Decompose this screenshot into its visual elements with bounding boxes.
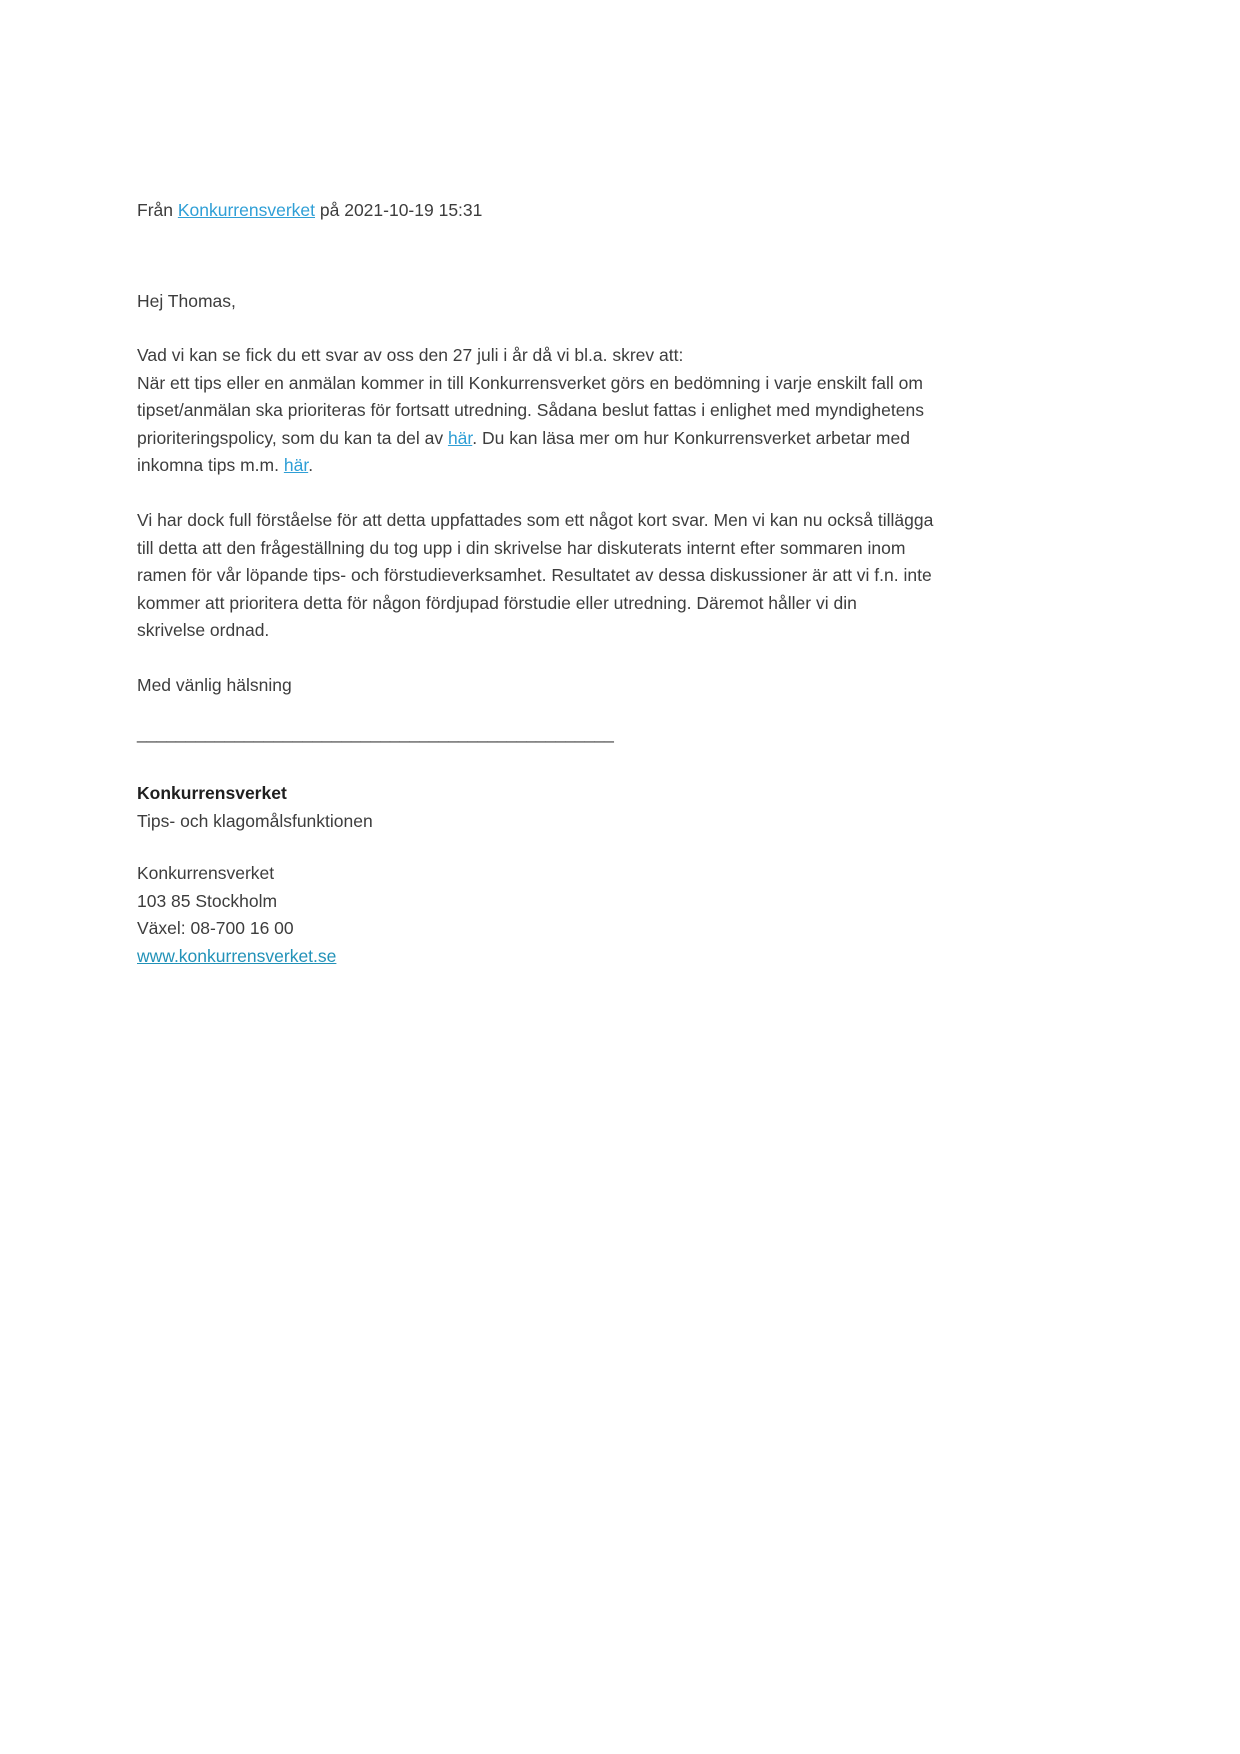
- body-text: Med vänlig hälsning: [137, 675, 292, 695]
- body-line: [137, 617, 1137, 645]
- body-text: tipset/anmälan ska prioriteras för fortsatt utredning. Sådana beslut fattas i enlighet med myndighetens: [137, 400, 924, 420]
- body-line: [137, 535, 1137, 563]
- meta-timestamp: på 2021-10-19 15:31: [315, 200, 483, 220]
- website-link[interactable]: www.konkurrensverket.se: [137, 945, 337, 966]
- body-text: . Du kan läsa mer om hur Konkurrensverket arbetar med: [472, 427, 910, 448]
- signature-address: 103 85 Stockholm: [137, 890, 278, 911]
- body-text: prioriteringspolicy, som du kan ta del av: [137, 427, 448, 448]
- sender-link[interactable]: Konkurrensverket: [177, 200, 316, 220]
- body-line: [137, 562, 1137, 590]
- body-line: [137, 425, 1137, 453]
- body-line: [137, 370, 1137, 398]
- signature-department: Tips- och klagomålsfunktionen: [137, 810, 373, 831]
- body-line: [137, 507, 1137, 535]
- meta-prefix: Från: [137, 200, 178, 220]
- body-text: När ett tips eller en anmälan kommer in till Konkurrensverket görs en bedömning i varje enskilt fall om: [137, 372, 923, 393]
- email-body: [137, 342, 1137, 700]
- signature-org-bold: Konkurrensverket: [137, 783, 287, 803]
- body-text: Vad vi kan se fick du ett svar av oss den 27 juli i år då vi bl.a. skrev att:: [137, 345, 684, 365]
- body-text: inkomna tips m.m.: [137, 455, 284, 475]
- signature-phone: Växel: 08-700 16 00: [137, 918, 294, 938]
- body-line: [137, 342, 1137, 370]
- body-text: kommer att prioritera detta för någon fördjupad förstudie eller utredning. Däremot håller vi din: [137, 592, 857, 613]
- signature-org: Konkurrensverket: [137, 863, 275, 883]
- greeting: Hej Thomas,: [137, 290, 236, 311]
- body-line: [137, 452, 1137, 480]
- inline-link[interactable]: här: [283, 455, 309, 475]
- body-text: Vi har dock full förståelse för att detta uppfattades som ett något kort svar. Men vi kan nu också tillägga: [137, 510, 934, 530]
- inline-link[interactable]: här: [447, 427, 473, 448]
- body-line: [137, 397, 1137, 425]
- body-text: ramen för vår löpande tips- och förstudieverksamhet. Resultatet av dessa diskussioner är att vi f.n. inte: [137, 565, 932, 585]
- body-text: .: [308, 455, 314, 475]
- body-line: [137, 645, 1137, 673]
- body-line: [137, 480, 1137, 508]
- body-text: skrivelse ordnad.: [137, 620, 270, 640]
- email-meta-line: [137, 197, 1137, 225]
- body-line: [137, 672, 1137, 700]
- email-message: [137, 0, 1137, 970]
- body-text: till detta att den frågeställning du tog upp i din skrivelse har diskuterats internt efter sommaren inom: [137, 537, 906, 558]
- signature-contact-block: [137, 860, 1137, 970]
- signature-divider: _________________________________________________: [137, 722, 614, 743]
- body-line: [137, 590, 1137, 618]
